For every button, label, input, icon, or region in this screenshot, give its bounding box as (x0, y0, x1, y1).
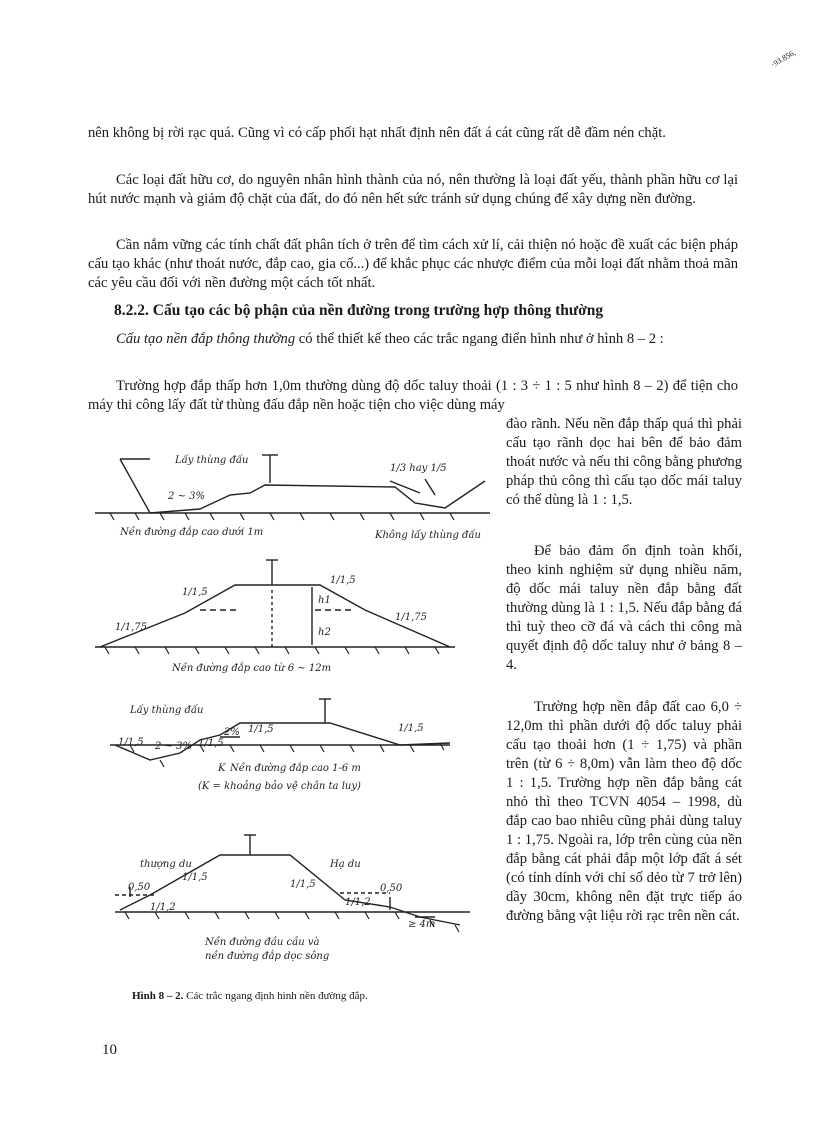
label-d2-s4: 1/1,75 (395, 612, 427, 623)
caption-diagram-3: Nền đường đắp cao 1-6 m (230, 763, 361, 774)
figure-caption-text: Các trắc ngang định hình nền đường đắp. (183, 990, 368, 1002)
label-d4-s1: 1/1,5 (182, 872, 208, 883)
label-d4-s4: 1/1,2 (345, 897, 371, 908)
caption-diagram-4a: Nền đường đầu cầu và (205, 937, 320, 948)
paragraph-5-column: đào rãnh. Nếu nền đắp thấp quá thì phải cấu tạo rãnh dọc hai bên để bảo đảm thoát nước và nếu thi công bằng phương pháp thủ công thì cấu tạo dốc mái taluy có thể dùng là 1 : 1,5. (506, 416, 742, 508)
label-cross-1: 2 ~ 3% (168, 491, 205, 502)
label-borrow-1: Lấy thùng đấu (175, 455, 249, 466)
caption-diagram-2: Nền đường đắp cao từ 6 ~ 12m (172, 663, 332, 674)
label-d3-s1: 1/1,5 (118, 737, 144, 748)
note-diagram-3: (K = khoảng bảo vệ chân ta luy) (198, 781, 361, 792)
paragraph-4-rest: có thể thiết kế theo các trắc ngang điển hình như ở hình 8 – 2 : (295, 331, 664, 347)
label-d3-s3: 1/1,5 (248, 724, 274, 735)
paragraph-4 (88, 330, 738, 349)
label-slope-1: 1/3 hay 1/5 (390, 463, 447, 474)
label-no-borrow: Không lấy thùng đấu (375, 530, 481, 541)
caption-diagram-4b: nền đường đắp dọc sông (205, 951, 330, 962)
paragraph-3: Cần nắm vững các tính chất đất phân tích ở trên để tìm cách xử lí, cải thiện nó hoặc đề xuất các biện pháp cấu tạo khác (như thoát nước, đắp cao, gia cố...) để khắc phục các nhược điểm của mỗi loại đất nhằm thoả mãn các yêu cầu đối với nền đường một cách tốt nhất. (88, 237, 738, 291)
label-d2-s3: 1/1,75 (115, 622, 147, 633)
label-d4-h1: 0,50 (128, 882, 151, 893)
label-downstream: Hạ du (330, 859, 361, 870)
label-d4-width: ≥ 4m (408, 919, 436, 930)
label-cross-3: 2 ~ 3% (155, 741, 192, 752)
paragraph-4-italic: Cấu tạo nền đắp thông thường (116, 331, 296, 347)
label-h2: h2 (318, 627, 331, 638)
paragraph-6: Để bảo đảm ổn định toàn khối, theo kinh nghiệm sử dụng nhiều năm, độ dốc mái taluy nền đắp bằng đất thường dùng là 1 : 1,5. Nếu đắp bằng đá thì tuỳ theo cỡ đá và cách thi công mà quyết định độ dốc taluy như ở bảng 8 – 4. (506, 543, 742, 673)
label-d4-s3: 1/1,2 (150, 902, 176, 913)
page-number: 10 (102, 1042, 117, 1058)
label-d3-s2: 1/1,5 (198, 738, 224, 749)
label-d4-s2: 1/1,5 (290, 879, 316, 890)
paragraph-2: Các loại đất hữu cơ, do nguyên nhân hình thành của nó, nên thường là loại đất yếu, thành phần hữu cơ lại hút nước mạnh và giảm độ chặt của đất, do đó nên hết sức tránh sử dụng chúng để xây dựng nền đường. (88, 172, 738, 207)
label-d3-s4: 1/1,5 (398, 723, 424, 734)
paragraph-1: nên không bị rời rạc quá. Cũng vì có cấp phối hạt nhất định nên đất á cát cũng rất dễ đầm nén chặt. (88, 125, 666, 141)
label-k: K (218, 763, 226, 774)
figure-caption-number: Hình 8 – 2. (132, 990, 184, 1002)
label-pct: 2% (224, 727, 240, 738)
label-d4-h2: 0,50 (380, 883, 403, 894)
corner-mark: ·93.856, (769, 47, 798, 70)
label-borrow-3: Lấy thùng đấu (130, 705, 204, 716)
paragraph-7: Trường hợp nền đắp đất cao 6,0 ÷ 12,0m thì phần dưới độ dốc taluy phải cấu tạo thoải hơn (1 ÷ 1,75) và phần trên (từ 6 ÷ 8,0m) vẫn làm theo độ dốc 1 : 1,5. Trường hợp nền đắp bằng cát nhỏ thì theo TCVN 4054 – 1998, dù đắp cao bao nhiêu cũng phải dùng taluy 1 : 1,75. Ngoài ra, lớp trên cùng của nền đắp bằng cát phải đắp một lớp đất á sét (có tính dính với chỉ số dẻo từ 7 trở lên) dầy 30cm, không nên đặt trực tiếp áo đường bằng vật liệu rời rạc trên nền cát. (506, 699, 742, 924)
label-upstream: thượng du (140, 859, 192, 870)
diagram-high-embankment (95, 560, 455, 647)
figure-8-2 (90, 435, 500, 985)
caption-diagram-1: Nền đường đắp cao dưới 1m (120, 527, 264, 538)
section-heading: 8.2.2. Cấu tạo các bộ phận của nền đường trong trường hợp thông thường (114, 302, 604, 319)
figure-caption (132, 990, 368, 1002)
paragraph-5: Trường hợp đắp thấp hơn 1,0m thường dùng độ dốc taluy thoải (1 : 3 ÷ 1 : 5 như hình 8 – 2) để tiện cho máy thi công lấy đất từ thùng đấu đắp nền hoặc tiện cho việc dùng máy (88, 378, 738, 413)
label-d2-s1: 1/1,5 (182, 587, 208, 598)
label-d2-s2: 1/1,5 (330, 575, 356, 586)
label-h1: h1 (318, 595, 331, 606)
